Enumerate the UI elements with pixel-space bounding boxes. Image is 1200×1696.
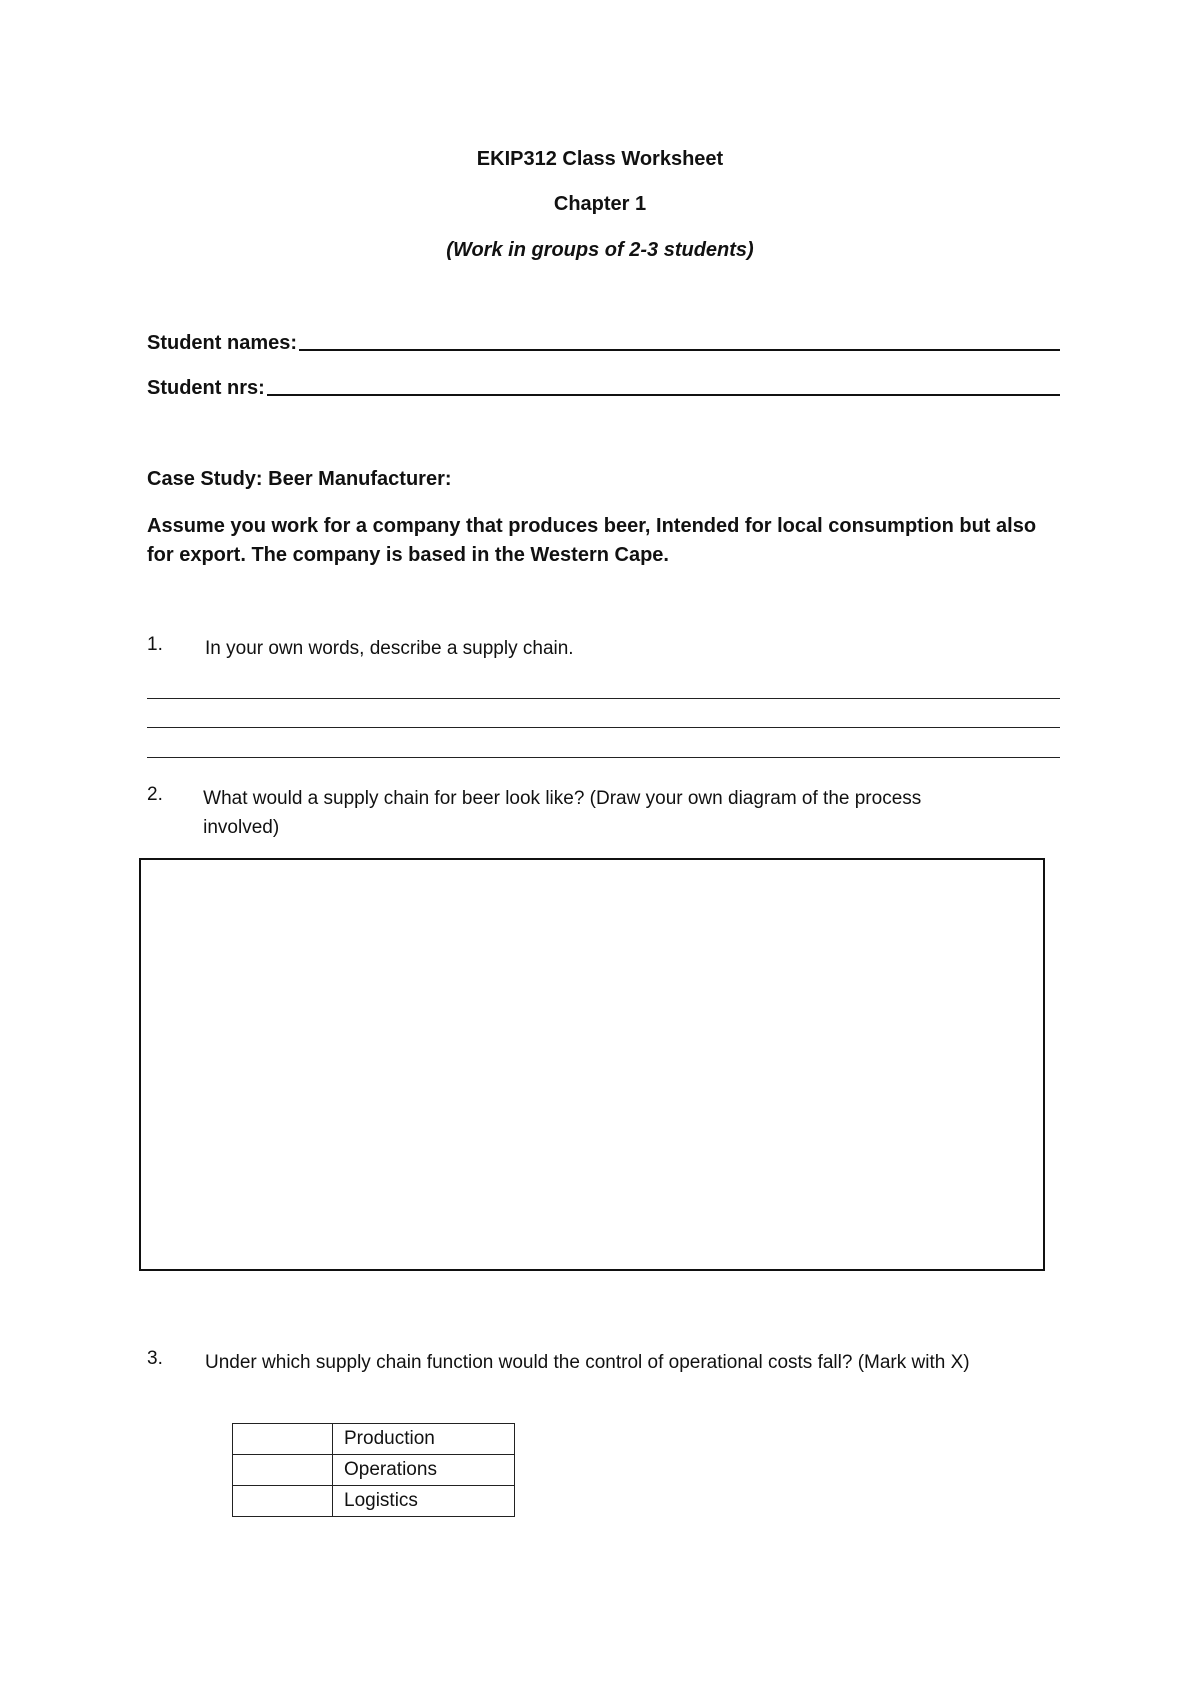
answer-line-1[interactable] (147, 698, 1060, 699)
choice-label: Logistics (333, 1486, 515, 1517)
chapter-heading: Chapter 1 (553, 193, 647, 215)
case-study-title: Case Study: Beer Manufacturer: (147, 468, 452, 490)
question-number: 2. (147, 784, 163, 805)
student-numbers-line[interactable] (267, 394, 1060, 396)
choice-mark-cell[interactable] (233, 1486, 333, 1517)
student-numbers-field[interactable] (147, 377, 1060, 400)
choice-label: Operations (333, 1455, 515, 1486)
answer-line-2[interactable] (147, 727, 1060, 728)
student-names-line[interactable] (299, 349, 1060, 351)
choice-mark-cell[interactable] (233, 1455, 333, 1486)
student-numbers-label: Student nrs: (147, 377, 265, 399)
question-2 (147, 784, 977, 842)
diagram-drawing-box[interactable] (139, 858, 1045, 1271)
question-3 (147, 1348, 970, 1377)
question-text: What would a supply chain for beer look like? (Draw your own diagram of the process involved) (203, 788, 922, 838)
question-number: 3. (147, 1348, 163, 1369)
choice-label: Production (333, 1424, 515, 1455)
group-instruction: (Work in groups of 2-3 students) (446, 239, 754, 261)
choice-row (233, 1424, 515, 1455)
choice-table (232, 1423, 515, 1517)
question-number: 1. (147, 634, 163, 655)
student-names-label: Student names: (147, 332, 298, 354)
choice-row (233, 1486, 515, 1517)
question-text: Under which supply chain function would the control of operational costs fall? (Mark with X) (205, 1352, 970, 1373)
case-study-body: Assume you work for a company that produces beer, Intended for local consumption but also for export. The company is based in the Western Cape. (147, 515, 1037, 566)
question-1 (147, 634, 574, 663)
choice-mark-cell[interactable] (233, 1424, 333, 1455)
question-text: In your own words, describe a supply chain. (205, 638, 574, 659)
page-title: EKIP312 Class Worksheet (476, 148, 724, 170)
choice-row (233, 1455, 515, 1486)
student-names-field[interactable] (147, 332, 1060, 355)
answer-line-3[interactable] (147, 757, 1060, 758)
